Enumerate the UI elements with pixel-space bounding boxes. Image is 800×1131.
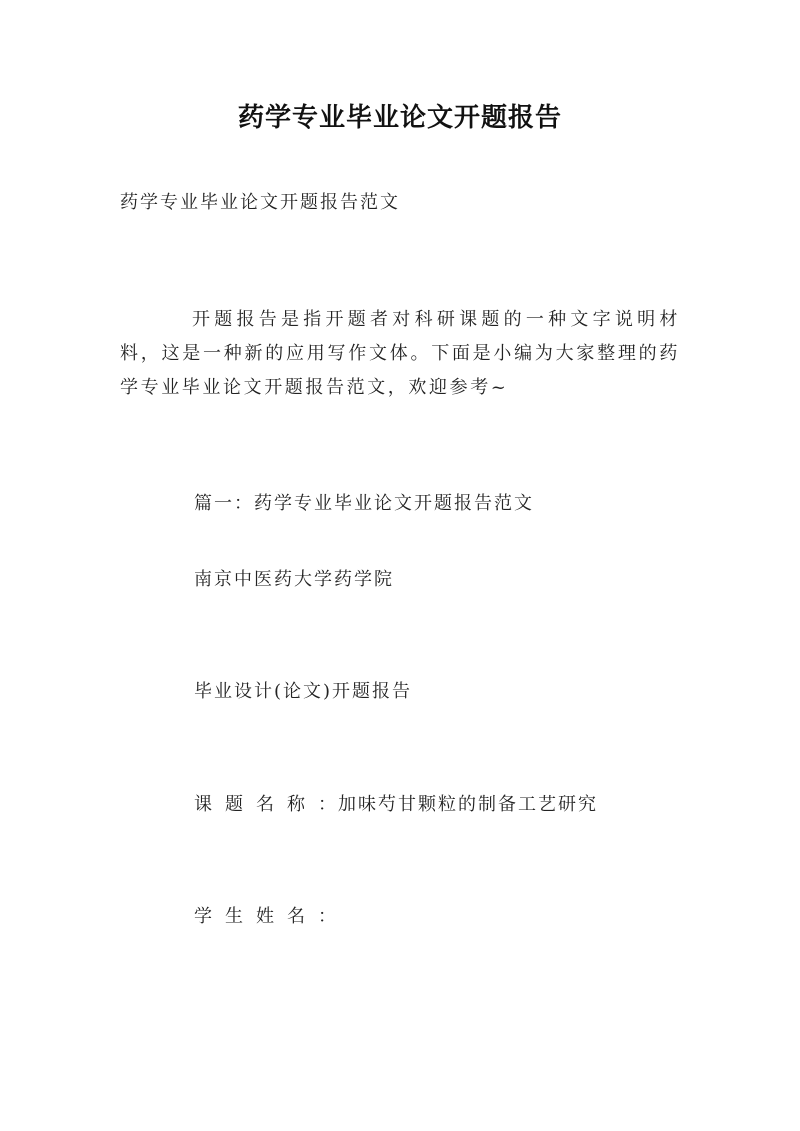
intro-paragraph: 开题报告是指开题者对科研课题的一种文字说明材料，这是一种新的应用写作文体。下面是小编为大家整理的药学专业毕业论文开题报告范文，欢迎参考~ bbox=[120, 309, 680, 398]
topic-value: ：加味芍甘颗粒的制备工艺研究 bbox=[318, 794, 598, 815]
part-heading: 篇一：药学专业毕业论文开题报告范文 bbox=[194, 493, 534, 514]
document-title: 药学专业毕业论文开题报告 bbox=[237, 103, 562, 133]
topic-label: 课题名称 bbox=[194, 794, 318, 815]
document-subtitle: 药学专业毕业论文开题报告范文 bbox=[120, 192, 400, 213]
student-value: ： bbox=[318, 906, 338, 927]
design-report-heading: 毕业设计(论文)开题报告 bbox=[194, 681, 413, 702]
student-label: 学生姓名 bbox=[194, 906, 318, 927]
school-name: 南京中医药大学药学院 bbox=[194, 569, 394, 590]
topic-line bbox=[194, 793, 598, 817]
student-line bbox=[194, 905, 338, 929]
